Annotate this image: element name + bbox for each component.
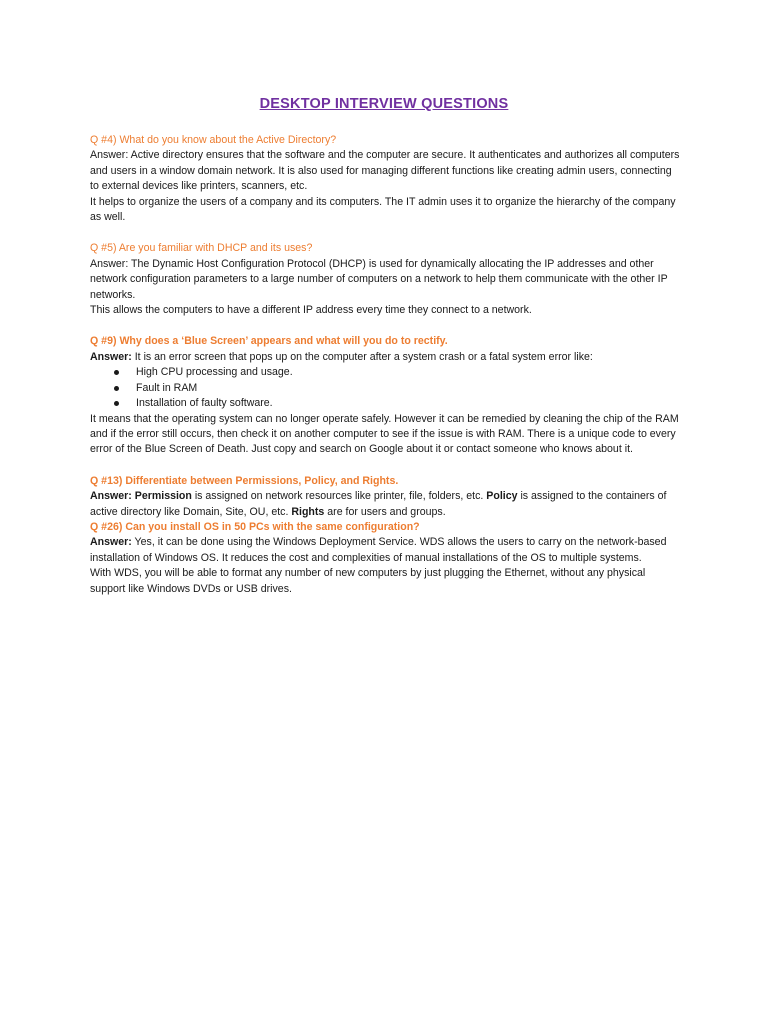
answer-5-extra: This allows the computers to have a different IP address every time they connect to a network. [90,304,532,317]
answer-13: Answer: Permission is assigned on network resources like printer, file, folders, etc. Policy is assigned to the containers of active directory like Domain, Site, OU, etc. Rights are for users and groups. [90,490,667,518]
page-title: DESKTOP INTERVIEW QUESTIONS [259,96,509,112]
answer-5: Answer: The Dynamic Host Configuration Protocol (DHCP) is used for dynamically allocating the IP addresses and other network configuration parameters to a large number of computers on a network to help them communicate with the other IP networks. [90,257,668,301]
list-item: Installation of faulty software. [90,396,680,411]
answer-4-extra: It helps to organize the users of a company and its computers. The IT admin uses it to organize the hierarchy of the company as well. [90,195,676,224]
answer-26-text: Yes, it can be done using the Windows Deployment Service. WDS allows the users to carry on the network-based installation of Windows OS. It reduces the cost and complexities of manual installations of the OS to multiple systems. [90,536,667,564]
list-item: High CPU processing and usage. [90,365,680,380]
question-5: Q #5) Are you familiar with DHCP and its uses? [90,242,313,255]
answer-label: Answer: [90,490,132,503]
bullet-icon [114,370,119,375]
question-26: Q #26) Can you install OS in 50 PCs with the same configuration? [90,520,420,533]
answer-4: Answer: Active directory ensures that the software and the computer are secure. It authenticates and authorizes all computers and users in a window domain network. It is also used for managing different functions like creating admin users, connecting to external devices like printers, scanners, etc. [90,149,680,193]
answer-label: Answer: [90,536,132,549]
answer-26-extra: With WDS, you will be able to format any number of new computers by just plugging the Ethernet, without any physical support like Windows DVDs or USB drives. [90,567,646,595]
answer-26 [90,535,680,566]
answer-9-extra: It means that the operating system can no longer operate safely. However it can be remedied by cleaning the chip of the RAM and if the error still occurs, then check it on another computer to see if the issue is with RAM. There is a unique code to every error of the Blue Screen of Death. Just copy and search on Google about it or contact someone who knows about it. [90,412,679,456]
answer-9 [90,350,680,365]
question-4: Q #4) What do you know about the Active Directory? [90,134,337,146]
term-policy: Policy [486,490,518,503]
answer-9-text: It is an error screen that pops up on the computer after a system crash or a fatal system error like: [131,350,593,363]
question-13: Q #13) Differentiate between Permissions, Policy, and Rights. [90,474,399,487]
answer-label: Answer: [90,350,132,363]
term-rights: Rights [291,505,325,518]
list-item: Fault in RAM [90,381,680,396]
bullet-icon [114,386,119,391]
term-permission: Permission [134,490,192,503]
document-body [90,133,680,597]
error-causes-list [90,365,680,411]
bullet-icon [114,401,119,406]
question-9: Q #9) Why does a ‘Blue Screen’ appears and what will you do to rectify. [90,335,448,348]
